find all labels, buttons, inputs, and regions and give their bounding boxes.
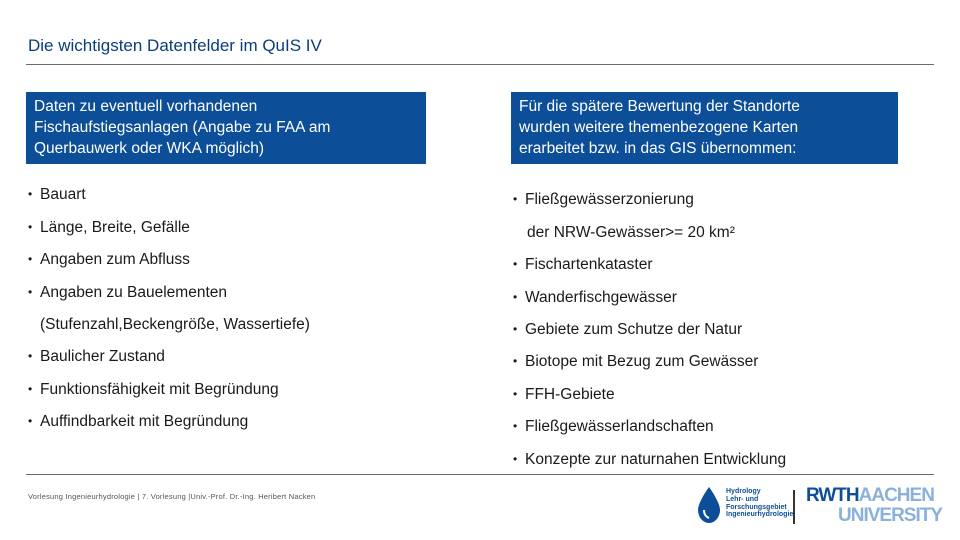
rwth-university-text: UNIVERSITY <box>838 505 943 526</box>
bullet-icon: • <box>513 452 518 466</box>
left-list-item: • Angaben zu Bauelementen <box>28 284 228 301</box>
bullet-icon: • <box>28 285 33 299</box>
hydrology-institute-logo-text: Hydrology Lehr- und Forschungsgebiet Ingenieurhydrologie <box>726 488 794 519</box>
left-list-item-continuation: (Stufenzahl,Beckengröße, Wassertiefe) <box>40 316 310 333</box>
right-list-item: • Fischartenkataster <box>513 256 653 273</box>
title-divider <box>26 64 934 65</box>
slide-title: Die wichtigsten Datenfelder im QuIS IV <box>28 36 322 55</box>
left-list-item: • Funktionsfähigkeit mit Begründung <box>28 381 279 398</box>
bullet-icon: • <box>28 187 33 201</box>
bullet-icon: • <box>513 192 518 206</box>
right-list-item: • Konzepte zur naturnahen Entwicklung <box>513 451 787 468</box>
right-list-item-continuation: der NRW-Gewässer>= 20 km² <box>527 224 735 241</box>
right-list-item: • Biotope mit Bezug zum Gewässer <box>513 353 759 370</box>
bullet-icon: • <box>513 257 518 271</box>
footer-divider <box>26 474 934 475</box>
left-header-box: Daten zu eventuell vorhandenen Fischaufstiegsanlagen (Angabe zu FAA am Querbauwerk oder WKA möglich) <box>26 92 426 164</box>
water-drop-logo-icon <box>696 486 722 524</box>
bullet-icon: • <box>28 252 33 266</box>
bullet-icon: • <box>513 322 518 336</box>
left-list-item: • Angaben zum Abfluss <box>28 251 190 268</box>
rwth-logo: RWTHAACHEN <box>806 485 934 506</box>
bullet-icon: • <box>513 290 518 304</box>
left-list-item: • Baulicher Zustand <box>28 348 165 365</box>
bullet-icon: • <box>28 414 33 428</box>
right-list-item: • Fließgewässerlandschaften <box>513 418 714 435</box>
right-list-item: • Wanderfischgewässer <box>513 289 677 306</box>
right-list-item: • FFH-Gebiete <box>513 386 615 403</box>
footer-lecture-info: Vorlesung Ingenieurhydrologie | 7. Vorlesung |Univ.-Prof. Dr.-Ing. Heribert Nacken <box>28 492 316 501</box>
left-list-item: • Länge, Breite, Gefälle <box>28 219 190 236</box>
left-list-item: • Auffindbarkeit mit Begründung <box>28 413 249 430</box>
bullet-icon: • <box>513 387 518 401</box>
right-list-item: • Gebiete zum Schutze der Natur <box>513 321 743 338</box>
bullet-icon: • <box>513 354 518 368</box>
bullet-icon: • <box>28 220 33 234</box>
bullet-icon: • <box>28 382 33 396</box>
right-header-box: Für die spätere Bewertung der Standorte wurden weitere themenbezogene Karten erarbeitet bzw. in das GIS übernommen: <box>511 92 898 164</box>
left-list-item: • Bauart <box>28 186 86 203</box>
bullet-icon: • <box>513 419 518 433</box>
right-list-item: • Fließgewässerzonierung <box>513 191 694 208</box>
bullet-icon: • <box>28 349 33 363</box>
logo-separator <box>793 490 795 524</box>
